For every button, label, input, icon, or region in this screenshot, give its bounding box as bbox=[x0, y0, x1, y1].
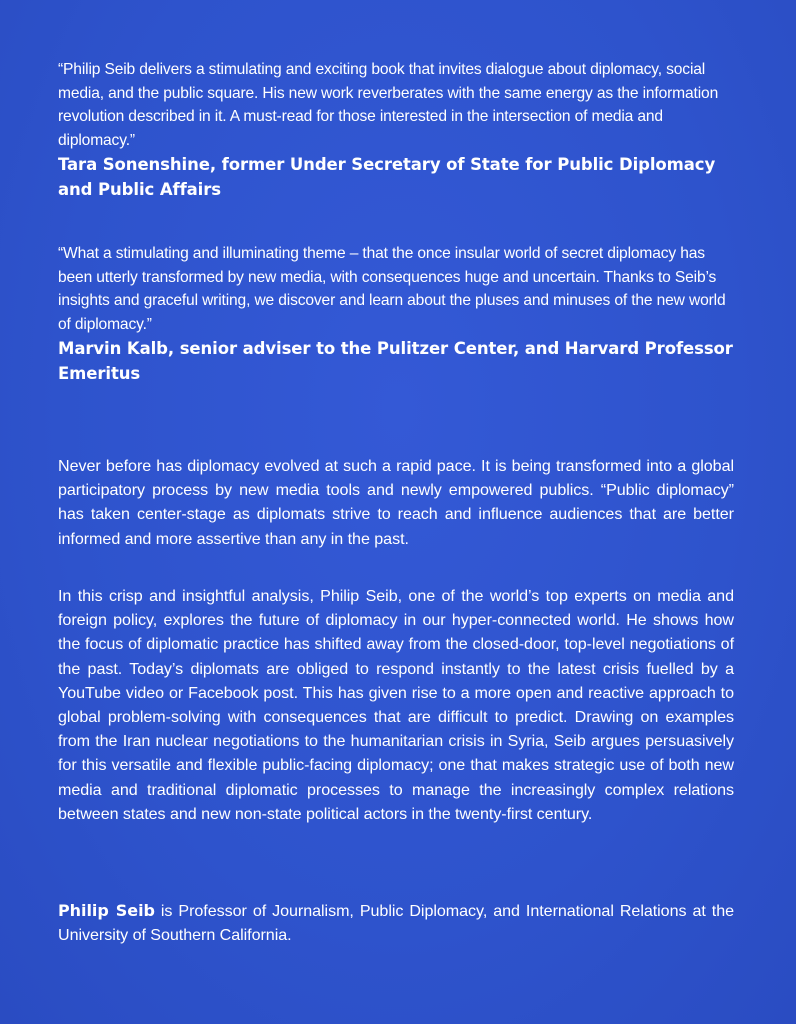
author-name: Philip Seib bbox=[58, 901, 155, 920]
endorsement-attribution: Tara Sonenshine, former Under Secretary of State for Public Diplomacy and Public Affairs bbox=[58, 155, 716, 200]
description-text: Never before has diplomacy evolved at such a rapid pace. It is being transformed into a global participatory process by new media tools and newly empowered publics. “Public diplomacy” has taken center-stage as diplomats strive to reach and influence audiences that are better informed and more assertive than any in the past. bbox=[58, 457, 734, 548]
description-text: In this crisp and insightful analysis, Philip Seib, one of the world’s top experts on media and foreign policy, explores the future of diplomacy in our hyper-connected world. He shows how the focus of diplomatic practice has shifted away from the closed-door, top-level negotiations of the past. Today’s diplomats are obliged to respond instantly to the latest crisis fuelled by a YouTube video or Facebook post. This has given rise to a more open and reactive approach to global problem-solving with consequences that are difficult to predict. Drawing on examples from the Iran nuclear negotiations to the humanitarian crisis in Syria, Seib argues persuasively for this versatile and flexible public-facing diplomacy; one that makes strategic use of both new media and traditional diplomatic processes to manage the increasingly complex relations between states and new non-state political actors in the twenty-first century. bbox=[58, 587, 734, 823]
description-paragraph-2 bbox=[58, 584, 734, 826]
description-paragraph-1 bbox=[58, 454, 734, 551]
author-bio-text bbox=[58, 899, 734, 947]
endorsement-attribution: Marvin Kalb, senior adviser to the Pulitzer Center, and Harvard Professor Emeritus bbox=[58, 339, 733, 384]
author-bio bbox=[58, 899, 734, 947]
endorsement-2 bbox=[58, 242, 738, 386]
author-bio-body: is Professor of Journalism, Public Diplomacy, and International Relations at the University of Southern California. bbox=[58, 902, 734, 945]
endorsement-quote: “Philip Seib delivers a stimulating and exciting book that invites dialogue about diplomacy, social media, and the public square. His new work reverberates with the same energy as the information revolution described in it. A must-read for those interested in the intersection of media and diplomacy.” bbox=[58, 61, 719, 149]
endorsement-1 bbox=[58, 58, 738, 202]
endorsement-quote: “What a stimulating and illuminating theme – that the once insular world of secret diplomacy has been utterly transformed by new media, with consequences huge and uncertain. Thanks to Seib’s insights and graceful writing, we discover and learn about the pluses and minuses of the new world of diplomacy.” bbox=[58, 245, 726, 333]
